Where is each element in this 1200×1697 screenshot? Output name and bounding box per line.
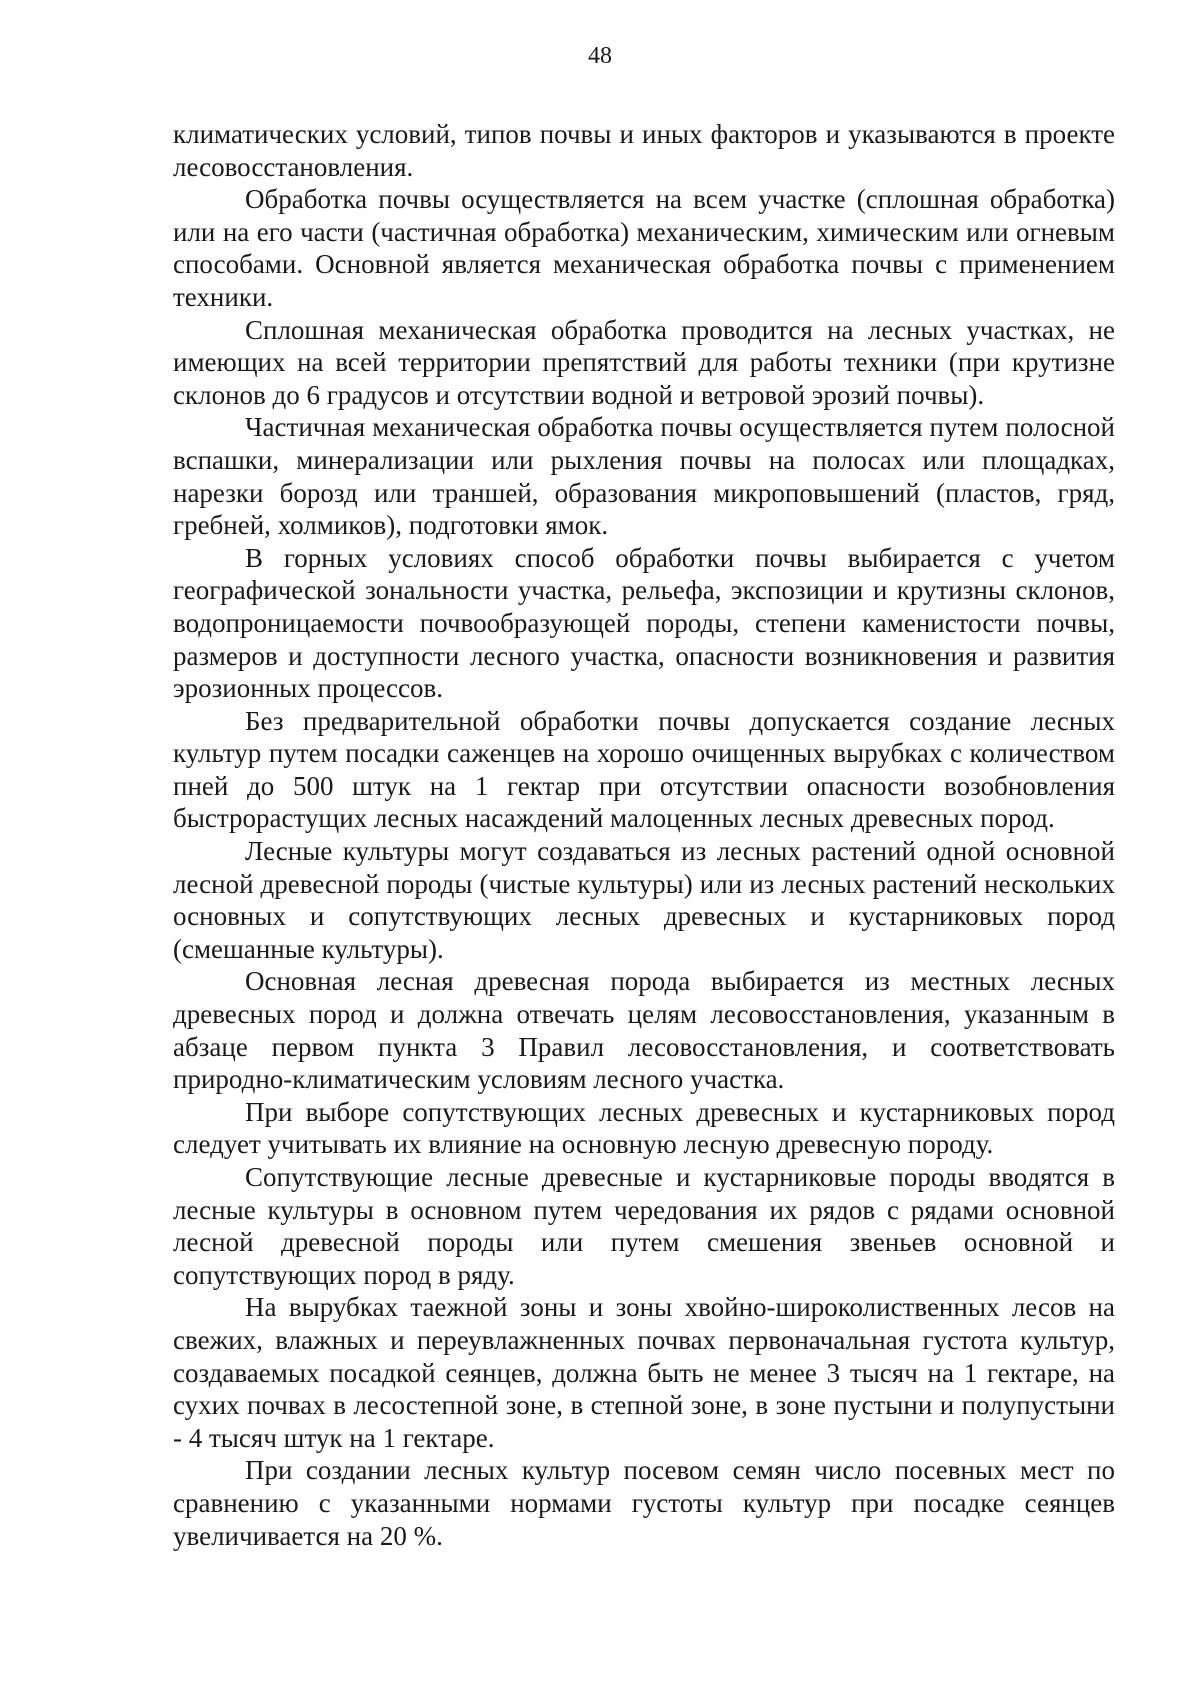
paragraph-planting-density: На вырубках таежной зоны и зоны хвойно-широколиственных лесов на свежих, влажных и переувлажненных почвах первоначальная густота культур, создаваемых посадкой сеянцев, должна быть не менее 3 тысяч на 1 гектаре, на сухих почвах в лесостепной зоне, в степной зоне, в зоне пустыни и полупустыни - 4 тысяч штук на 1 гектаре.	[173, 1292, 1115, 1453]
paragraph-continuation: климатических условий, типов почвы и иных факторов и указываются в проекте лесовосстановления.	[173, 119, 1115, 182]
paragraph-soil-treatment: Обработка почвы осуществляется на всем участке (сплошная обработка) или на его части (частичная обработка) механическим, химическим или огневым способами. Основной является механическая обработка почвы с применением техники.	[173, 184, 1115, 312]
body-text	[173, 118, 1115, 1552]
page-number: 48	[588, 43, 612, 69]
paragraph-companion-species-choice: При выборе сопутствующих лесных древесных и кустарниковых пород следует учитывать их влияние на основную лесную древесную породу.	[173, 1096, 1115, 1160]
paragraph-continuous-treatment: Сплошная механическая обработка проводится на лесных участках, не имеющих на всей территории препятствий для работы техники (при крутизне склонов до 6 градусов и отсутствии водной и ветровой эрозий почвы).	[173, 314, 1115, 410]
paragraph-mountain-conditions: В горных условиях способ обработки почвы выбирается с учетом географической зональности участка, рельефа, экспозиции и крутизны склонов, водопроницаемости почвообразующей породы, степени каменистости почвы, размеров и доступности лесного участка, опасности возникновения и развития эрозионных процессов.	[173, 542, 1115, 704]
paragraph-seeding-density: При создании лесных культур посевом семян число посевных мест по сравнению с указанными нормами густоты культур при посадке сеянцев увеличивается на 20 %.	[173, 1455, 1115, 1551]
paragraph-partial-treatment: Частичная механическая обработка почвы осуществляется путем полосной вспашки, минерализации или рыхления почвы на полосах или площадках, нарезки борозд или траншей, образования микроповышений (пластов, гряд, гребней, холмиков), подготовки ямок.	[173, 412, 1115, 541]
paragraph-main-species: Основная лесная древесная порода выбирается из местных лесных древесных пород и должна отвечать целям лесовосстановления, указанным в абзаце первом пункта 3 Правил лесовосстановления, и соответствовать природно-климатическим условиям лесного участка.	[173, 966, 1115, 1095]
paragraph-forest-cultures: Лесные культуры могут создаваться из лесных растений одной основной лесной древесной породы (чистые культуры) или из лесных растений нескольких основных и сопутствующих лесных древесных и кустарниковых пород (смешанные культуры).	[173, 836, 1115, 964]
paragraph-companion-species-placement: Сопутствующие лесные древесные и кустарниковые породы вводятся в лесные культуры в основном путем чередования их рядов с рядами основной лесной древесной породы или путем смешения звеньев основной и сопутствующих пород в ряду.	[173, 1162, 1115, 1290]
paragraph-no-pretreatment: Без предварительной обработки почвы допускается создание лесных культур путем посадки саженцев на хорошо очищенных вырубках с количеством пней до 500 штук на 1 гектар при отсутствии опасности возобновления быстрорастущих лесных насаждений малоценных лесных древесных пород.	[173, 705, 1115, 834]
